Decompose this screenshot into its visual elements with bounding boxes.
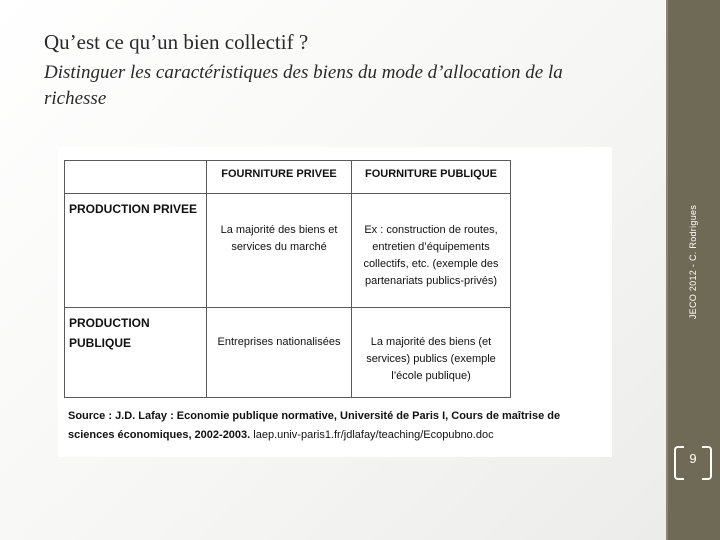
table-cell: La majorité des biens et services du marché <box>207 194 352 308</box>
column-header-private: FOURNITURE PRIVEE <box>207 161 352 194</box>
table-cell: Entreprises nationalisées <box>207 308 352 398</box>
table-cell: La majorité des biens (et services) publics (exemple l’école publique) <box>352 308 511 398</box>
row-header-private-production: PRODUCTION PRIVEE <box>65 194 207 308</box>
provision-production-table <box>64 160 511 398</box>
table-corner-cell <box>65 161 207 194</box>
page-number-badge <box>670 440 716 482</box>
slide-title: Qu’est ce qu’un bien collectif ? <box>44 30 309 54</box>
source-url: laep.univ-paris1.fr/jdlafay/teaching/Ecopubno.doc <box>250 429 494 441</box>
row-header-public-production: PRODUCTION PUBLIQUE <box>65 308 207 398</box>
table-cell: Ex : construction de routes, entretien d’équipements collectifs, etc. (exemple des partenariats publics-privés) <box>352 194 511 308</box>
page-number: 9 <box>689 451 697 466</box>
footer-text: JECO 2012 - C. Rodrigues <box>688 204 698 320</box>
table-row <box>65 194 511 308</box>
table-figure <box>58 147 612 457</box>
column-header-public: FOURNITURE PUBLIQUE <box>352 161 511 194</box>
source-citation: Source : J.D. Lafay : Economie publique normative, Université de Paris I, Cours de maîtrise de sciences économiques, 2002-2003. <box>68 410 561 441</box>
table-row <box>65 308 511 398</box>
table-source-note <box>68 407 604 445</box>
table-header-row <box>65 161 511 194</box>
slide-subtitle: Distinguer les caractéristiques des biens du mode d’allocation de la richesse <box>44 62 563 109</box>
